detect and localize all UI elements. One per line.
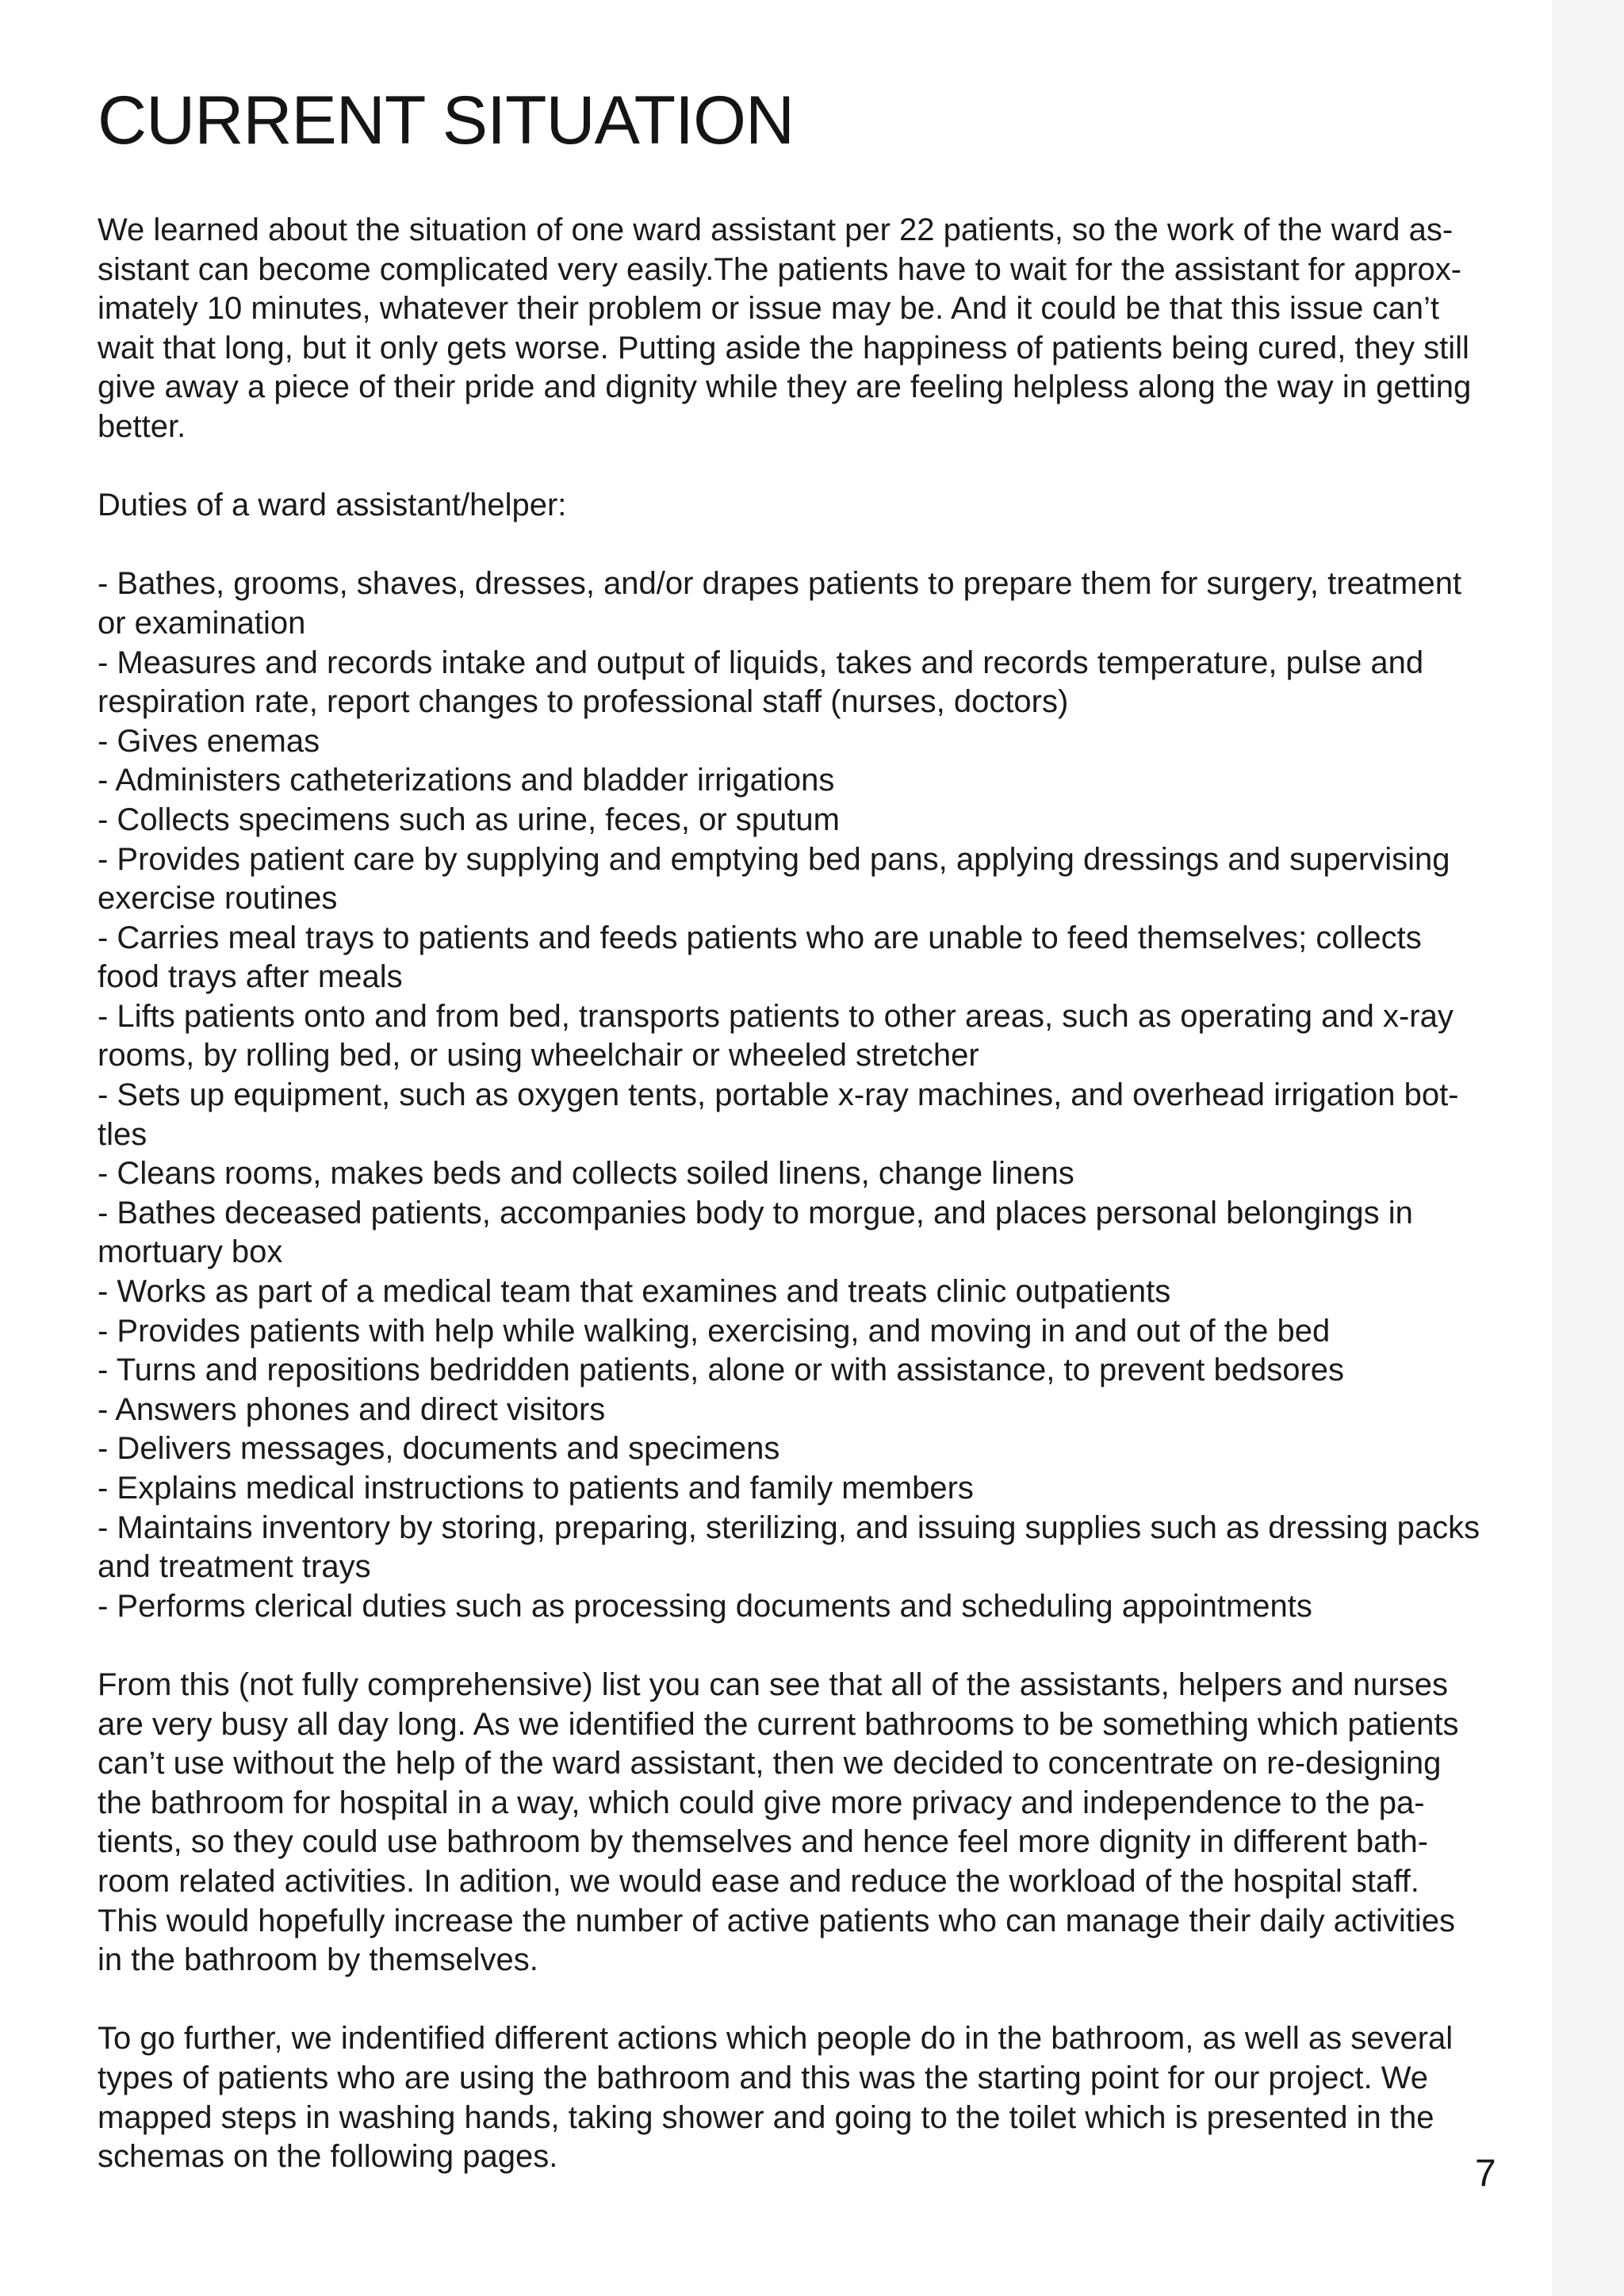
list-item-line: food trays after meals	[98, 959, 403, 995]
paragraph-gap	[98, 526, 1533, 565]
list-item-line: - Performs clerical duties such as processing documents and scheduling appointments	[98, 1588, 1312, 1624]
text-line: mapped steps in washing hands, taking shower and going to the toilet which is presented in the	[98, 2099, 1434, 2135]
text-line: We learned about the situation of one ward assistant per 22 patients, so the work of the ward as-	[98, 212, 1454, 247]
list-item-line: tles	[98, 1116, 147, 1152]
list-item-line: - Gives enemas	[98, 723, 320, 759]
list-item-line: - Answers phones and direct visitors	[98, 1391, 606, 1427]
list-item-line: respiration rate, report changes to professional staff (nurses, doctors)	[98, 684, 1069, 720]
text-line: types of patients who are using the bathroom and this was the starting point for our project. We	[98, 2060, 1428, 2095]
text-line: imately 10 minutes, whatever their problem or issue may be. And it could be that this issue can’t	[98, 291, 1439, 327]
list-item-line: - Explains medical instructions to patients and family members	[98, 1471, 974, 1506]
duties-list	[98, 564, 1533, 1626]
intro-paragraph	[98, 211, 1533, 447]
list-item-line: exercise routines	[98, 881, 338, 916]
text-line: the bathroom for hospital in a way, which could give more privacy and independence to the pa-	[98, 1785, 1425, 1820]
list-item-line: - Sets up equipment, such as oxygen tents, portable x-ray machines, and overhead irrigation bot-	[98, 1077, 1459, 1113]
list-item-line: - Provides patient care by supplying and emptying bed pans, applying dressings and supervising	[98, 841, 1450, 877]
list-item-line: - Provides patients with help while walking, exercising, and moving in and out of the bed	[98, 1313, 1331, 1349]
duties-heading: Duties of a ward assistant/helper:	[98, 488, 567, 523]
text-line: can’t use without the help of the ward assistant, then we decided to concentrate on re-designing	[98, 1746, 1442, 1781]
text-line: give away a piece of their pride and dignity while they are feeling helpless along the way in getting	[98, 369, 1472, 405]
text-line: From this (not fully comprehensive) list you can see that all of the assistants, helpers and nurses	[98, 1667, 1449, 1702]
list-item-line: - Bathes, grooms, shaves, dresses, and/or drapes patients to prepare them for surgery, treatment	[98, 566, 1462, 602]
list-item-line: - Lifts patients onto and from bed, transports patients to other areas, such as operating and x-ray	[98, 998, 1454, 1034]
text-line: tients, so they could use bathroom by themselves and hence feel more dignity in different bath-	[98, 1824, 1429, 1860]
conclusion-paragraph	[98, 1666, 1533, 1980]
list-item-line: rooms, by rolling bed, or using wheelchair or wheeled stretcher	[98, 1038, 979, 1073]
text-line: room related activities. In adition, we would ease and reduce the workload of the hospital staff.	[98, 1863, 1419, 1899]
paragraph-gap	[98, 1626, 1533, 1666]
body-text	[98, 211, 1533, 2177]
text-line: in the bathroom by themselves.	[98, 1942, 538, 1978]
list-item-line: and treatment trays	[98, 1549, 371, 1585]
list-item-line: - Works as part of a medical team that examines and treats clinic outpatients	[98, 1274, 1171, 1310]
list-item-line: - Administers catheterizations and bladder irrigations	[98, 763, 835, 798]
list-item-line: - Cleans rooms, makes beds and collects soiled linens, change linens	[98, 1156, 1074, 1192]
text-line: schemas on the following pages.	[98, 2139, 558, 2175]
list-item-line: or examination	[98, 605, 306, 641]
list-item-line: - Collects specimens such as urine, feces, or sputum	[98, 802, 840, 837]
text-line: sistant can become complicated very easily.The patients have to wait for the assistant for approx-	[98, 251, 1462, 287]
list-item-line: - Bathes deceased patients, accompanies body to morgue, and places personal belongings in	[98, 1195, 1413, 1230]
next-steps-paragraph	[98, 2019, 1533, 2176]
page-title: CURRENT SITUATION	[98, 82, 795, 159]
page-number: 7	[1475, 2152, 1496, 2195]
list-item-line: mortuary box	[98, 1234, 283, 1270]
text-line: are very busy all day long. As we identified the current bathrooms to be something which patients	[98, 1706, 1459, 1742]
text-line: This would hopefully increase the number of active patients who can manage their daily activities	[98, 1903, 1456, 1938]
text-line: To go further, we indentified different actions which people do in the bathroom, as well as several	[98, 2021, 1454, 2057]
list-item-line: - Turns and repositions bedridden patients, alone or with assistance, to prevent bedsores	[98, 1353, 1345, 1388]
list-item-line: - Measures and records intake and output of liquids, takes and records temperature, pulse and	[98, 645, 1424, 680]
list-item-line: - Maintains inventory by storing, preparing, sterilizing, and issuing supplies such as dressing packs	[98, 1510, 1480, 1545]
text-line: wait that long, but it only gets worse. Putting aside the happiness of patients being cured, they still	[98, 330, 1469, 365]
list-item-line: - Carries meal trays to patients and feeds patients who are unable to feed themselves; collects	[98, 920, 1422, 955]
text-line: better.	[98, 408, 186, 444]
list-item-line: - Delivers messages, documents and specimens	[98, 1431, 780, 1467]
paragraph-gap	[98, 447, 1533, 487]
paragraph-gap	[98, 1980, 1533, 2020]
